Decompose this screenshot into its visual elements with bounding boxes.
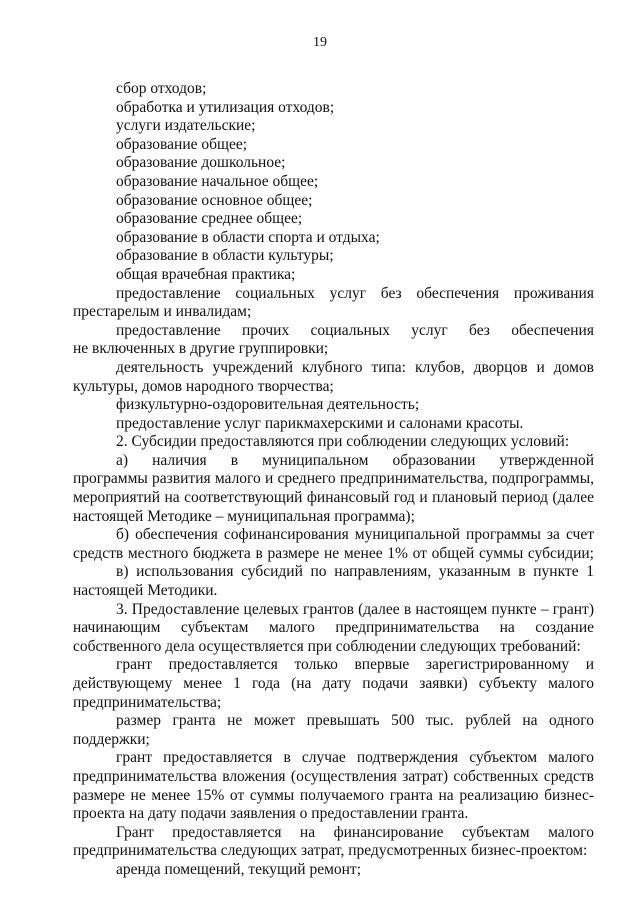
text-line: проекта на дату подачи заявления о предоставлении гранта. bbox=[73, 805, 469, 823]
text-line: настоящей Методике – муниципальная программа); bbox=[73, 507, 415, 525]
text-line: не включенных в другие группировки; bbox=[73, 340, 329, 358]
text-line: средств местного бюджета в размере не менее 1% от общей суммы субсидии; bbox=[73, 544, 594, 562]
text-line: образование в области культуры; bbox=[116, 247, 334, 265]
text-line: начинающим субъектам малого предпринимательства на создание bbox=[73, 619, 594, 637]
text-line: Грант предоставляется на финансирование субъектам малого bbox=[116, 823, 594, 841]
text-line: предоставление услуг парикмахерскими и салонами красоты. bbox=[116, 414, 524, 432]
text-line: образование в области спорта и отдыха; bbox=[116, 228, 380, 246]
text-line: предпринимательства вложения (осуществления затрат) собственных средств bbox=[73, 767, 594, 785]
text-line: образование начальное общее; bbox=[116, 172, 319, 190]
text-line: образование общее; bbox=[116, 135, 248, 153]
text-line: предоставление социальных услуг без обеспечения проживания bbox=[116, 284, 594, 302]
text-line: престарелым и инвалидам; bbox=[73, 303, 252, 321]
text-line: культуры, домов народного творчества; bbox=[73, 377, 334, 395]
text-line: физкультурно-оздоровительная деятельность; bbox=[116, 396, 420, 414]
text-line: программы развития малого и среднего предпринимательства, подпрограммы, bbox=[73, 470, 594, 488]
text-line: б) обеспечения софинансирования муниципальной программы за счет bbox=[116, 526, 594, 544]
text-line: предпринимательства следующих затрат, предусмотренных бизнес-проектом: bbox=[73, 842, 588, 860]
text-line: 2. Субсидии предоставляются при соблюдении следующих условий: bbox=[116, 433, 570, 451]
text-line: образование дошкольное; bbox=[116, 154, 286, 172]
text-line: размер гранта не может превышать 500 тыс. рублей на одного bbox=[116, 712, 594, 730]
text-line: а) наличия в муниципальном образовании утвержденной bbox=[116, 451, 594, 469]
text-line: грант предоставляется только впервые зарегистрированному и bbox=[116, 656, 594, 674]
text-line: образование основное общее; bbox=[116, 191, 313, 209]
text-line: действующему менее 1 года (на дату подачи заявки) субъекту малого bbox=[73, 675, 594, 692]
text-line: грант предоставляется в случае подтверждения субъектом малого bbox=[116, 749, 594, 767]
document-body bbox=[73, 80, 594, 880]
text-line: 3. Предоставление целевых грантов (далее в настоящем пункте – грант) bbox=[116, 600, 594, 618]
text-line: в) использования субсидий по направлениям, указанным в пункте 1 bbox=[116, 563, 594, 581]
text-line: размере не менее 15% от суммы получаемого гранта на реализацию бизнес- bbox=[73, 786, 594, 804]
text-line: услуги издательские; bbox=[116, 117, 256, 135]
text-line: образование среднее общее; bbox=[116, 210, 303, 228]
text-line: мероприятий на соответствующий финансовый год и плановый период (далее bbox=[73, 489, 594, 507]
text-line: общая врачебная практика; bbox=[116, 265, 296, 283]
text-line: обработка и утилизация отходов; bbox=[116, 98, 335, 116]
text-line: аренда помещений, текущий ремонт; bbox=[116, 860, 362, 878]
page-number: 19 bbox=[313, 35, 327, 50]
text-line: сбор отходов; bbox=[116, 80, 207, 97]
text-line: поддержки; bbox=[73, 730, 150, 748]
text-line: предпринимательства; bbox=[73, 693, 222, 711]
text-line: настоящей Методики. bbox=[73, 582, 218, 600]
text-line: предоставление прочих социальных услуг без обеспечения bbox=[116, 321, 594, 339]
text-line: деятельность учреждений клубного типа: клубов, дворцов и домов bbox=[116, 358, 594, 376]
text-line: собственного дела осуществляется при соблюдении следующих требований: bbox=[73, 637, 581, 655]
